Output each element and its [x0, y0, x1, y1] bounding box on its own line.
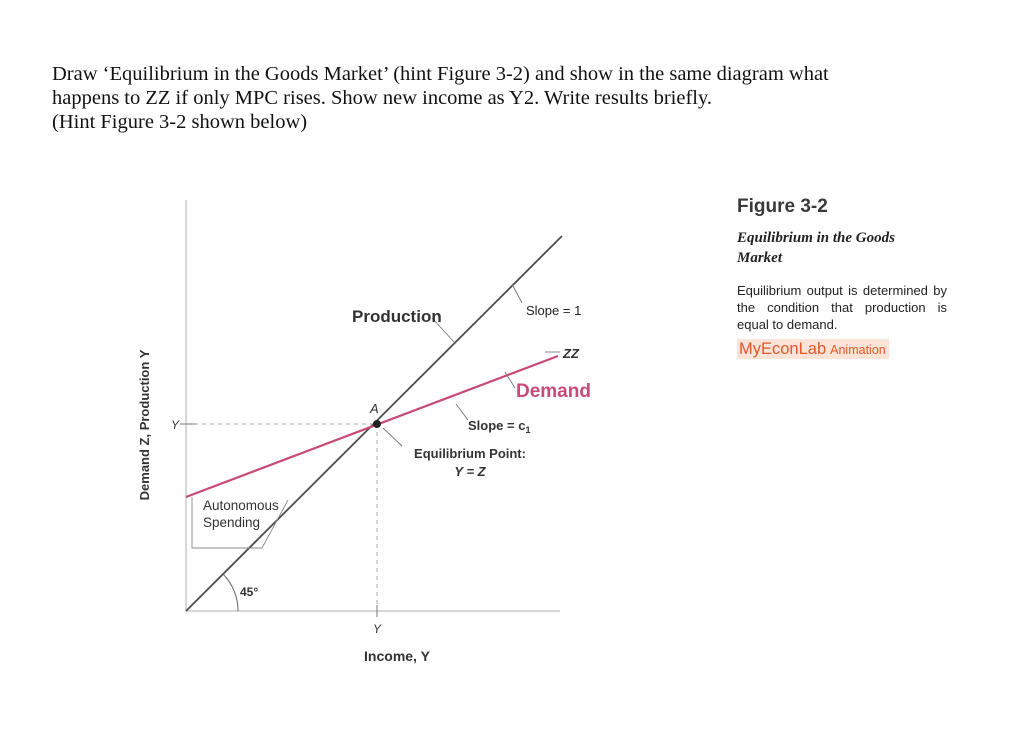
production-label: Production: [352, 307, 442, 326]
figure-caption: [737, 196, 947, 359]
figure-subtitle: Equilibrium in the Goods Market: [737, 230, 895, 266]
equilibrium-point-label: Equilibrium Point:: [414, 446, 526, 461]
x-tick-label: Y: [373, 622, 382, 636]
myeconlab-animation-badge[interactable]: [737, 339, 889, 359]
y-axis-label: Demand Z, Production Y: [137, 349, 152, 501]
slope-one-leader: [512, 284, 522, 303]
demand-label: Demand: [516, 381, 591, 402]
autonomous-label-line2: Spending: [203, 515, 261, 530]
equilibrium-point: [373, 420, 381, 428]
question-line-1: Draw ‘Equilibrium in the Goods Market’ (hint Figure 3-2) and show in the same diagram what: [52, 63, 829, 85]
question-line-2: happens to ZZ if only MPC rises. Show new income as Y2. Write results briefly.: [52, 87, 713, 109]
animation-label: Animation: [830, 343, 886, 357]
y-tick-label: Y: [171, 418, 180, 432]
slope-c1-leader: [456, 404, 468, 420]
autonomous-label-line1: Autonomous: [203, 498, 279, 513]
angle-arc: [223, 574, 238, 611]
myeconlab-logo: MyEconLab: [739, 340, 827, 358]
slope-demand-subscript: 1: [525, 425, 531, 435]
x-axis-label: Income, Y: [364, 648, 430, 664]
equilibrium-condition-label: Y = Z: [454, 464, 486, 479]
equilibrium-leader: [383, 428, 402, 446]
zz-label: ZZ: [563, 346, 579, 361]
figure-number: Figure 3-2: [737, 196, 828, 217]
question-line-3: (Hint Figure 3-2 shown below): [52, 111, 308, 133]
slope-demand-text: Slope = c: [468, 418, 526, 433]
slope-production-label: Slope = 1: [526, 303, 582, 318]
point-a-label: A: [370, 401, 379, 416]
slope-demand-label: [468, 418, 530, 435]
figure-description: Equilibrium output is determined by the condition that production is equal to demand.: [737, 283, 947, 332]
angle-label: 45°: [240, 585, 259, 599]
